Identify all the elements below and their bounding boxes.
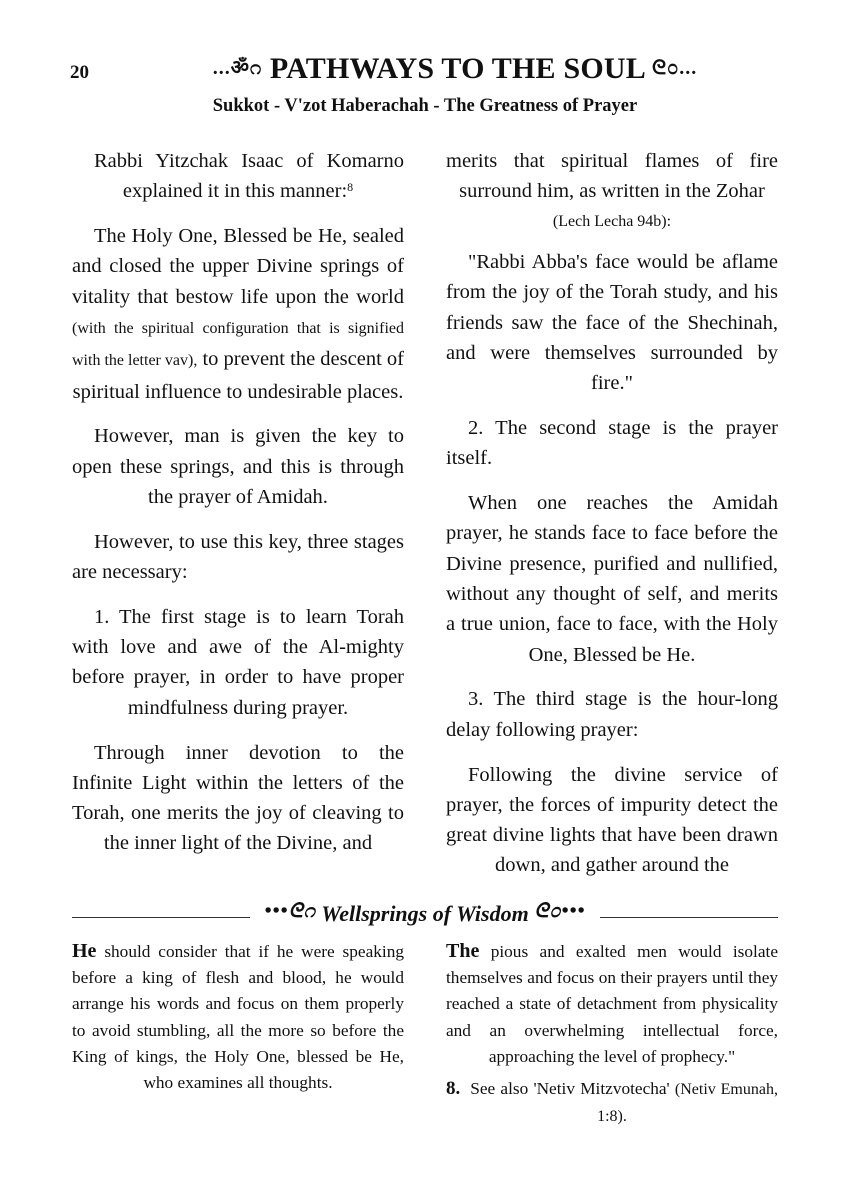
paragraph: Following the divine service of prayer, the forces of impurity detect the great divine lights that have been drawn down, and gather around the: [446, 763, 778, 877]
footnote-number: 8.: [446, 1078, 461, 1100]
chapter-subtitle: Sukkot - V'zot Haberachah - The Greatness of Prayer: [212, 96, 638, 116]
divider-ornament-left-icon: •••ᘓ೧: [264, 900, 316, 922]
divider-ornament-right-icon: ᘓ೦•••: [534, 900, 586, 922]
source-citation: (Lech Lecha 94b):: [552, 212, 672, 230]
ornament-right-icon: ᘓ೦...: [652, 57, 698, 79]
book-title-text: PATHWAYS TO THE SOUL: [269, 52, 645, 85]
paragraph: merits that spiritual flames of fire surround him, as written in the Zohar (Lech Lecha 94b):: [446, 146, 778, 233]
paragraph: 2. The second stage is the prayer itself.: [446, 417, 778, 470]
footnote-paragraph: He should consider that if he were speaking before a king of flesh and blood, he would arrange his words and focus on them properly to avoid stumbling, all the more so before the King of kings, the Holy One, blessed be He, who examines all thoughts.: [72, 940, 404, 1093]
divider-line-right: [600, 917, 778, 918]
paragraph: However, to use this key, three stages are necessary:: [72, 530, 404, 584]
paragraph: 3. The third stage is the hour-long delay following prayer:: [446, 688, 778, 741]
page-number: 20: [70, 62, 89, 83]
divider-label: •••ᘓ೧ Wellsprings of Wisdom ᘓ೦•••: [264, 900, 586, 926]
ornament-left-icon: ...ॐ೧: [212, 57, 263, 79]
right-column: [446, 146, 778, 895]
wellsprings-divider: [72, 898, 778, 934]
footnote-paragraph: The pious and exalted men would isolate themselves and focus on their prayers until they reached a state of detachment from physicality and an overwhelming intellectual force, approaching the level of prophecy.": [446, 940, 778, 1066]
paragraph: When one reaches the Amidah prayer, he stands face to face before the Divine presence, purified and nullified, without any thought of self, and merits a true union, face to face, with the Holy One, Blessed be He.: [446, 492, 778, 666]
footnote-ref[interactable]: 8: [347, 180, 354, 195]
footnote-right: [446, 938, 778, 1136]
left-column: [72, 146, 404, 873]
footnote-note: 8. See also 'Netiv Mitzvotecha' (Netiv Emunah, 1:8).: [446, 1078, 778, 1126]
paragraph: 1. The first stage is to learn Torah with love and awe of the Al-mighty before prayer, in order to have proper mindfulness during prayer.: [72, 605, 404, 719]
book-title: [130, 52, 780, 86]
paragraph: Rabbi Yitzchak Isaac of Komarno explained it in this manner:$^8$: [94, 150, 404, 203]
paragraph: However, man is given the key to open these springs, and this is through the prayer of Amidah.: [72, 425, 404, 508]
paragraph: The Holy One, Blessed be He, sealed and closed the upper Divine springs of vitality that bestow life upon the world (with the spiritual configuration that is signified with the letter vav), to prevent the descent of spiritual influence to undesirable places.: [72, 225, 404, 403]
page-header: [70, 52, 780, 92]
quote-paragraph: "Rabbi Abba's face would be aflame from the joy of the Torah study, and his friends saw the face of the Shechinah, and were themselves surrounded by fire.": [446, 251, 778, 395]
footnote-left: [72, 938, 404, 1102]
paragraph: Through inner devotion to the Infinite Light within the letters of the Torah, one merits the joy of cleaving to the inner light of the Divine, and: [72, 741, 404, 855]
